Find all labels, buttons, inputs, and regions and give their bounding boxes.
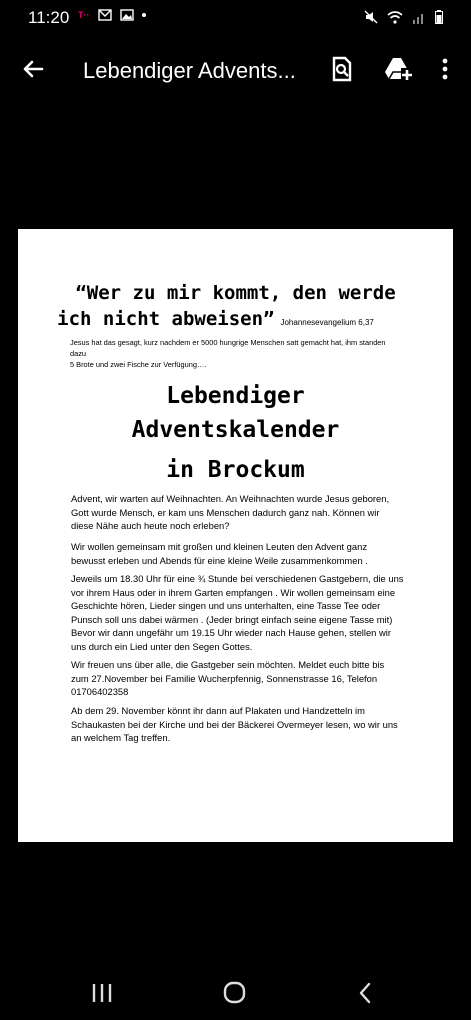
text-line: Ab dem 29. November könnt ihr dann auf Plakaten und Handzetteln im <box>71 705 365 716</box>
text-line: bewusst erleben und Abends für eine kleine Weile zusammenkommen . <box>71 554 368 566</box>
recent-apps-icon[interactable] <box>82 978 122 1008</box>
text-line: 01706402358 <box>71 686 129 697</box>
app-bar <box>0 40 471 98</box>
heading-line-1: Lebendiger <box>166 383 305 409</box>
text-line: uns durch ein Lied unter den Segen Gottes. <box>71 640 253 652</box>
text-line: Geschichte hören, Lieder singen und uns unterhalten, eine Tasse Tee oder <box>71 600 381 611</box>
text-line: Jeweils um 18.30 Uhr für eine ¾ Stunde bei verschiedenen Gastgebern, die uns <box>71 573 404 584</box>
text-line: zum 27.November bei Familie Wucherpfennig, Sonnenstrasse 16, Telefon <box>71 672 378 684</box>
status-time: 11:20 <box>28 8 70 27</box>
intro-line-1: Jesus hat das gesagt, kurz nachdem er 5000 hungrige Menschen satt gemacht hat, ihm standen dazu <box>70 338 386 358</box>
text-line: Bevor wir dann ungefähr um 19.15 Uhr wieder nach Hause gehen, stellen wir <box>71 627 391 638</box>
text-line: Punsch soll uns dabei wärmen . (Jeder bringt einfach seine eigene Tasse mit) <box>71 613 393 625</box>
intro-line-2: 5 Brote und zwei Fische zur Verfügung…. <box>70 360 207 369</box>
quote-line-2 <box>0 308 433 330</box>
back-nav-icon[interactable] <box>346 978 386 1008</box>
text-line: Gott wurde Mensch, er kam uns Menschen dadurch ganz nah. Können wir <box>71 506 380 518</box>
document-title: Lebendiger Advents... <box>83 58 296 83</box>
text-line: Wir wollen gemeinsam mit großen und kleinen Leuten den Advent ganz <box>71 541 368 552</box>
dot-icon <box>142 13 146 17</box>
status-bar <box>0 0 471 36</box>
paragraph-1 <box>71 492 406 533</box>
text-line: Schaukasten bei der Kirche und bei der Bäckerei Overmeyer lesen, wo wir uns <box>71 718 398 730</box>
paragraph-4 <box>71 658 406 699</box>
home-icon[interactable] <box>214 978 254 1008</box>
intro-text <box>70 337 402 370</box>
text-line: vor ihrem Haus oder in ihrem Garten empfangen . Wir wollen gemeinsam eine <box>71 586 396 598</box>
back-arrow-icon[interactable] <box>18 54 48 84</box>
paragraph-2 <box>71 540 406 567</box>
telekom-icon: T·· <box>78 10 90 20</box>
wifi-icon <box>387 11 403 24</box>
text-line: Advent, wir warten auf Weihnachten. An Weihnachten wurde Jesus geboren, <box>71 493 390 504</box>
text-line: an welchem Tag treffen. <box>71 732 171 743</box>
image-icon <box>120 9 134 21</box>
paragraph-3 <box>71 572 406 653</box>
quote-line-1: “Wer zu mir kommt, den werde <box>75 282 396 304</box>
text-line: diese Nähe auch heute noch erleben? <box>71 520 230 531</box>
paragraph-5 <box>71 704 406 745</box>
heading-line-2: Adventskalender <box>131 417 340 443</box>
more-vert-icon[interactable] <box>430 54 460 84</box>
quote-text: ich nicht abweisen” <box>57 308 275 330</box>
heading-line-3: in Brockum <box>166 457 305 483</box>
battery-icon <box>435 10 443 24</box>
mute-icon <box>364 10 378 24</box>
search-document-icon[interactable] <box>327 54 357 84</box>
quote-reference: Johannesevangelium 6,37 <box>280 318 374 327</box>
document-page <box>18 229 453 842</box>
notification-icons <box>78 9 146 21</box>
add-to-drive-icon[interactable] <box>383 54 413 84</box>
mail-icon <box>98 9 112 21</box>
text-line: Wir freuen uns über alle, die Gastgeber sein möchten. Meldet euch bitte bis <box>71 659 385 670</box>
system-icons <box>364 10 443 24</box>
navigation-bar <box>0 960 471 1020</box>
signal-bars-icon <box>412 11 426 24</box>
